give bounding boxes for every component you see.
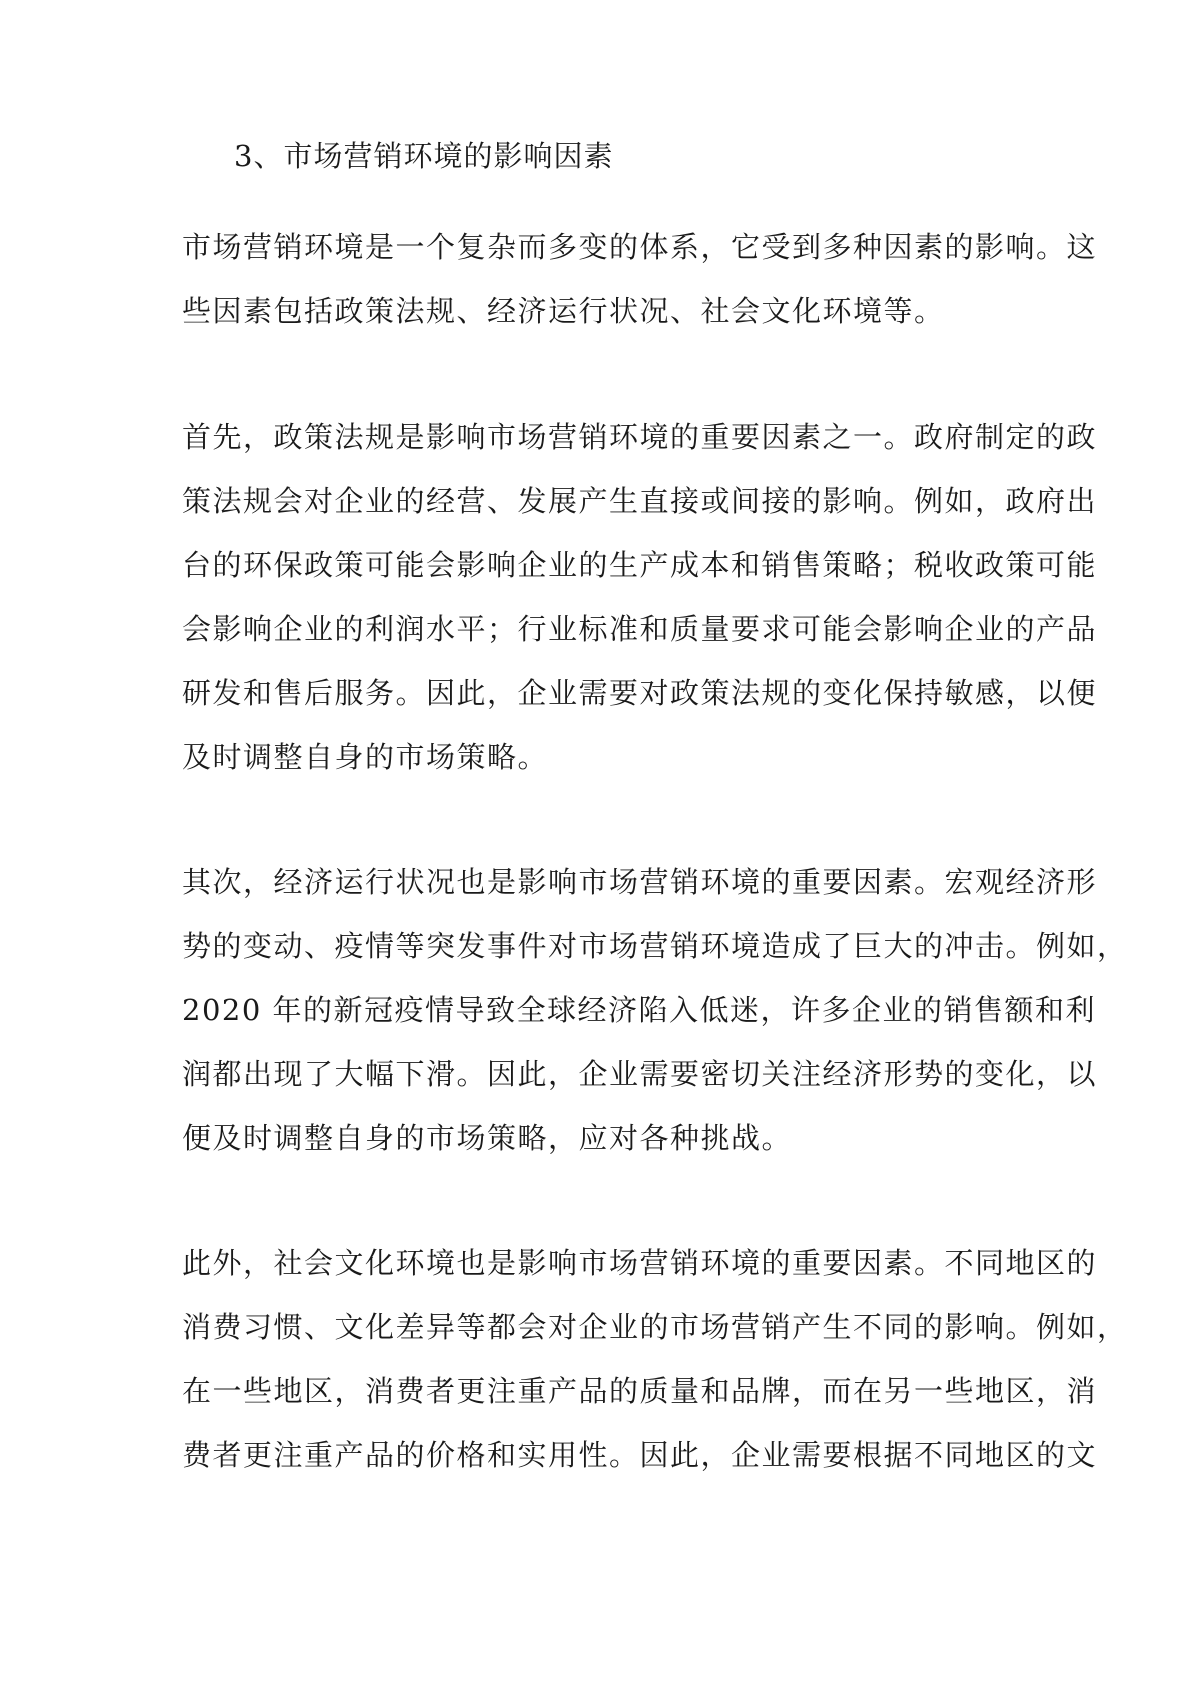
paragraph-2-line-5: 研发和售后服务。因此，企业需要对政策法规的变化保持敏感，以便 — [182, 676, 1098, 710]
paragraph-2-line-4: 会影响企业的利润水平；行业标准和质量要求可能会影响企业的产品 — [182, 612, 1098, 646]
paragraph-2-line-2: 策法规会对企业的经营、发展产生直接或间接的影响。例如，政府出 — [182, 484, 1098, 518]
paragraph-4-line-2: 消费习惯、文化差异等都会对企业的市场营销产生不同的影响。例如， — [182, 1310, 1128, 1344]
section-heading: 3、市场营销环境的影响因素 — [234, 139, 614, 173]
paragraph-4-line-3: 在一些地区，消费者更注重产品的质量和品牌，而在另一些地区，消 — [182, 1374, 1098, 1408]
paragraph-4-line-1: 此外，社会文化环境也是影响市场营销环境的重要因素。不同地区的 — [182, 1246, 1098, 1280]
paragraph-3-line-4: 润都出现了大幅下滑。因此，企业需要密切关注经济形势的变化，以 — [182, 1057, 1098, 1091]
paragraph-1-line-1: 市场营销环境是一个复杂而多变的体系，它受到多种因素的影响。这 — [182, 230, 1098, 264]
paragraph-1-line-2: 些因素包括政策法规、经济运行状况、社会文化环境等。 — [182, 294, 945, 328]
paragraph-2-line-1: 首先，政策法规是影响市场营销环境的重要因素之一。政府制定的政 — [182, 420, 1098, 454]
paragraph-3-line-5: 便及时调整自身的市场策略，应对各种挑战。 — [182, 1121, 793, 1155]
paragraph-4-line-4: 费者更注重产品的价格和实用性。因此，企业需要根据不同地区的文 — [182, 1438, 1098, 1472]
paragraph-3-line-1: 其次，经济运行状况也是影响市场营销环境的重要因素。宏观经济形 — [182, 865, 1098, 899]
paragraph-3-line-2: 势的变动、疫情等突发事件对市场营销环境造成了巨大的冲击。例如， — [182, 929, 1128, 963]
paragraph-2-line-3: 台的环保政策可能会影响企业的生产成本和销售策略；税收政策可能 — [182, 548, 1098, 582]
paragraph-3-line-3: 2020 年的新冠疫情导致全球经济陷入低迷，许多企业的销售额和利 — [182, 993, 1097, 1027]
paragraph-2-line-6: 及时调整自身的市场策略。 — [182, 740, 549, 774]
